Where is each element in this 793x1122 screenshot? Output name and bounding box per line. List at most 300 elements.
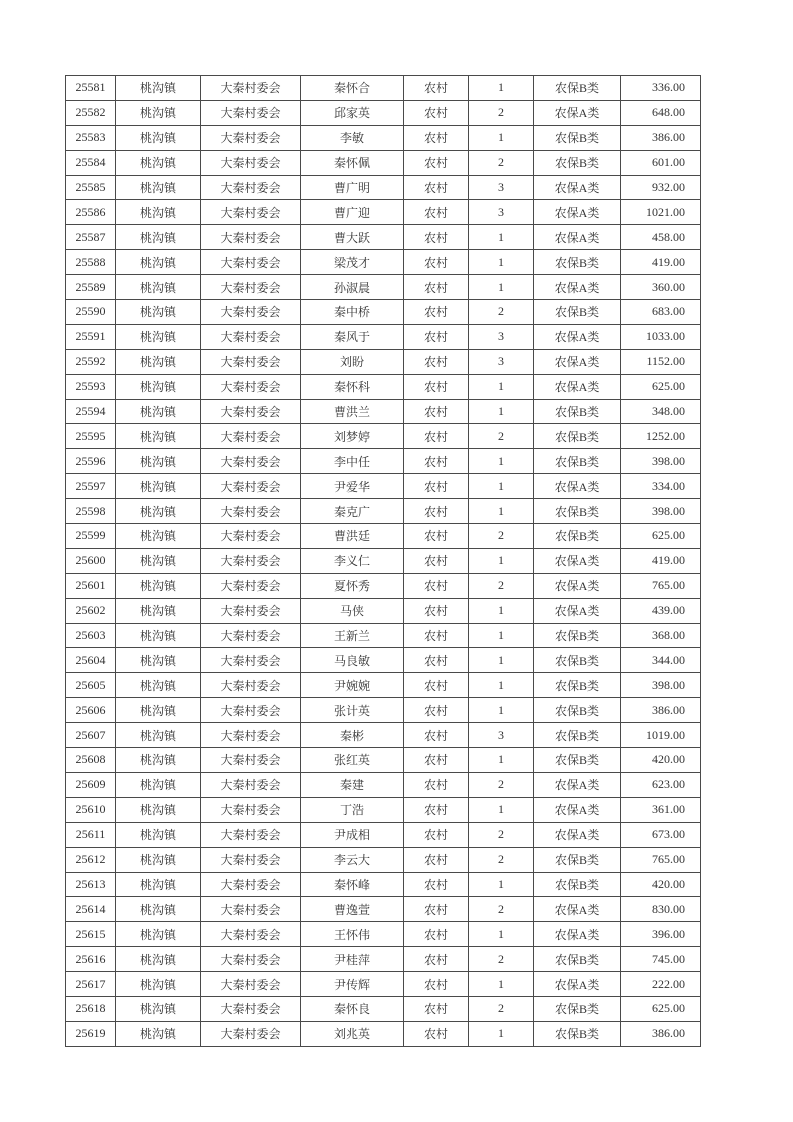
village-committee-cell: 大秦村委会 — [201, 772, 301, 797]
village-committee-cell: 大秦村委会 — [201, 175, 301, 200]
household-type-cell: 农村 — [404, 175, 469, 200]
person-count-cell: 1 — [469, 748, 534, 773]
person-count-cell: 1 — [469, 76, 534, 101]
person-count-cell: 2 — [469, 772, 534, 797]
household-type-cell: 农村 — [404, 275, 469, 300]
person-count-cell: 2 — [469, 947, 534, 972]
table-row — [66, 300, 701, 325]
person-count-cell: 2 — [469, 822, 534, 847]
person-name-cell: 秦克广 — [301, 499, 404, 524]
table-row — [66, 349, 701, 374]
table-row — [66, 1021, 701, 1046]
amount-cell: 1021.00 — [621, 200, 701, 225]
household-type-cell: 农村 — [404, 76, 469, 101]
person-name-cell: 李中任 — [301, 449, 404, 474]
serial-number-cell: 25585 — [66, 175, 116, 200]
village-committee-cell: 大秦村委会 — [201, 324, 301, 349]
village-committee-cell: 大秦村委会 — [201, 598, 301, 623]
person-name-cell: 曹大跃 — [301, 225, 404, 250]
amount-cell: 386.00 — [621, 125, 701, 150]
insurance-category-cell: 农保A类 — [534, 573, 621, 598]
person-name-cell: 尹成相 — [301, 822, 404, 847]
table-row — [66, 573, 701, 598]
amount-cell: 625.00 — [621, 524, 701, 549]
amount-cell: 830.00 — [621, 897, 701, 922]
town-name-cell: 桃沟镇 — [116, 225, 201, 250]
amount-cell: 1252.00 — [621, 424, 701, 449]
insurance-category-cell: 农保A类 — [534, 349, 621, 374]
amount-cell: 439.00 — [621, 598, 701, 623]
village-committee-cell: 大秦村委会 — [201, 474, 301, 499]
insurance-category-cell: 农保B类 — [534, 623, 621, 648]
amount-cell: 765.00 — [621, 573, 701, 598]
household-type-cell: 农村 — [404, 250, 469, 275]
town-name-cell: 桃沟镇 — [116, 424, 201, 449]
person-name-cell: 王怀伟 — [301, 922, 404, 947]
amount-cell: 745.00 — [621, 947, 701, 972]
serial-number-cell: 25594 — [66, 399, 116, 424]
town-name-cell: 桃沟镇 — [116, 76, 201, 101]
household-type-cell: 农村 — [404, 847, 469, 872]
person-name-cell: 张计英 — [301, 698, 404, 723]
table-row — [66, 175, 701, 200]
town-name-cell: 桃沟镇 — [116, 125, 201, 150]
insurance-category-cell: 农保A类 — [534, 797, 621, 822]
person-count-cell: 2 — [469, 897, 534, 922]
serial-number-cell: 25581 — [66, 76, 116, 101]
village-committee-cell: 大秦村委会 — [201, 996, 301, 1021]
serial-number-cell: 25583 — [66, 125, 116, 150]
serial-number-cell: 25589 — [66, 275, 116, 300]
town-name-cell: 桃沟镇 — [116, 349, 201, 374]
person-count-cell: 2 — [469, 424, 534, 449]
serial-number-cell: 25587 — [66, 225, 116, 250]
insurance-category-cell: 农保A类 — [534, 324, 621, 349]
town-name-cell: 桃沟镇 — [116, 275, 201, 300]
village-committee-cell: 大秦村委会 — [201, 573, 301, 598]
town-name-cell: 桃沟镇 — [116, 648, 201, 673]
town-name-cell: 桃沟镇 — [116, 698, 201, 723]
town-name-cell: 桃沟镇 — [116, 175, 201, 200]
person-count-cell: 3 — [469, 175, 534, 200]
person-name-cell: 秦怀科 — [301, 374, 404, 399]
amount-cell: 623.00 — [621, 772, 701, 797]
serial-number-cell: 25604 — [66, 648, 116, 673]
insurance-category-cell: 农保A类 — [534, 548, 621, 573]
person-name-cell: 秦中桥 — [301, 300, 404, 325]
village-committee-cell: 大秦村委会 — [201, 76, 301, 101]
insurance-category-cell: 农保A类 — [534, 225, 621, 250]
village-committee-cell: 大秦村委会 — [201, 723, 301, 748]
serial-number-cell: 25592 — [66, 349, 116, 374]
village-committee-cell: 大秦村委会 — [201, 698, 301, 723]
amount-cell: 1033.00 — [621, 324, 701, 349]
village-committee-cell: 大秦村委会 — [201, 424, 301, 449]
village-committee-cell: 大秦村委会 — [201, 897, 301, 922]
amount-cell: 368.00 — [621, 623, 701, 648]
person-count-cell: 1 — [469, 399, 534, 424]
table-row — [66, 723, 701, 748]
amount-cell: 386.00 — [621, 1021, 701, 1046]
table-row — [66, 150, 701, 175]
household-type-cell: 农村 — [404, 648, 469, 673]
serial-number-cell: 25601 — [66, 573, 116, 598]
village-committee-cell: 大秦村委会 — [201, 349, 301, 374]
serial-number-cell: 25590 — [66, 300, 116, 325]
table-row — [66, 698, 701, 723]
person-name-cell: 秦怀合 — [301, 76, 404, 101]
insurance-category-cell: 农保B类 — [534, 723, 621, 748]
person-count-cell: 1 — [469, 125, 534, 150]
town-name-cell: 桃沟镇 — [116, 399, 201, 424]
village-committee-cell: 大秦村委会 — [201, 548, 301, 573]
table-row — [66, 524, 701, 549]
town-name-cell: 桃沟镇 — [116, 822, 201, 847]
household-type-cell: 农村 — [404, 748, 469, 773]
village-committee-cell: 大秦村委会 — [201, 200, 301, 225]
person-name-cell: 孙淑晨 — [301, 275, 404, 300]
person-count-cell: 1 — [469, 922, 534, 947]
amount-cell: 222.00 — [621, 972, 701, 997]
household-type-cell: 农村 — [404, 225, 469, 250]
serial-number-cell: 25602 — [66, 598, 116, 623]
town-name-cell: 桃沟镇 — [116, 1021, 201, 1046]
town-name-cell: 桃沟镇 — [116, 250, 201, 275]
table-row — [66, 449, 701, 474]
town-name-cell: 桃沟镇 — [116, 474, 201, 499]
town-name-cell: 桃沟镇 — [116, 499, 201, 524]
payment-table — [65, 75, 701, 1047]
amount-cell: 420.00 — [621, 872, 701, 897]
serial-number-cell: 25607 — [66, 723, 116, 748]
household-type-cell: 农村 — [404, 698, 469, 723]
person-count-cell: 3 — [469, 349, 534, 374]
amount-cell: 625.00 — [621, 996, 701, 1021]
serial-number-cell: 25606 — [66, 698, 116, 723]
person-count-cell: 2 — [469, 300, 534, 325]
serial-number-cell: 25609 — [66, 772, 116, 797]
person-name-cell: 秦建 — [301, 772, 404, 797]
amount-cell: 398.00 — [621, 499, 701, 524]
serial-number-cell: 25611 — [66, 822, 116, 847]
table-row — [66, 424, 701, 449]
insurance-category-cell: 农保A类 — [534, 822, 621, 847]
person-name-cell: 刘盼 — [301, 349, 404, 374]
person-count-cell: 1 — [469, 1021, 534, 1046]
serial-number-cell: 25597 — [66, 474, 116, 499]
village-committee-cell: 大秦村委会 — [201, 673, 301, 698]
household-type-cell: 农村 — [404, 424, 469, 449]
town-name-cell: 桃沟镇 — [116, 524, 201, 549]
person-name-cell: 梁茂才 — [301, 250, 404, 275]
person-count-cell: 2 — [469, 150, 534, 175]
household-type-cell: 农村 — [404, 723, 469, 748]
town-name-cell: 桃沟镇 — [116, 922, 201, 947]
person-name-cell: 王新兰 — [301, 623, 404, 648]
town-name-cell: 桃沟镇 — [116, 100, 201, 125]
insurance-category-cell: 农保A类 — [534, 374, 621, 399]
insurance-category-cell: 农保B类 — [534, 996, 621, 1021]
amount-cell: 348.00 — [621, 399, 701, 424]
person-count-cell: 1 — [469, 449, 534, 474]
town-name-cell: 桃沟镇 — [116, 897, 201, 922]
table-row — [66, 673, 701, 698]
table-row — [66, 822, 701, 847]
person-name-cell: 曹逸萱 — [301, 897, 404, 922]
town-name-cell: 桃沟镇 — [116, 847, 201, 872]
town-name-cell: 桃沟镇 — [116, 723, 201, 748]
household-type-cell: 农村 — [404, 150, 469, 175]
town-name-cell: 桃沟镇 — [116, 772, 201, 797]
table-row — [66, 548, 701, 573]
village-committee-cell: 大秦村委会 — [201, 300, 301, 325]
serial-number-cell: 25608 — [66, 748, 116, 773]
person-name-cell: 李义仁 — [301, 548, 404, 573]
table-row — [66, 872, 701, 897]
person-count-cell: 1 — [469, 797, 534, 822]
village-committee-cell: 大秦村委会 — [201, 922, 301, 947]
table-row — [66, 225, 701, 250]
person-name-cell: 曹广迎 — [301, 200, 404, 225]
person-count-cell: 3 — [469, 200, 534, 225]
household-type-cell: 农村 — [404, 200, 469, 225]
person-count-cell: 2 — [469, 847, 534, 872]
serial-number-cell: 25614 — [66, 897, 116, 922]
serial-number-cell: 25619 — [66, 1021, 116, 1046]
table-row — [66, 275, 701, 300]
amount-cell: 765.00 — [621, 847, 701, 872]
town-name-cell: 桃沟镇 — [116, 598, 201, 623]
household-type-cell: 农村 — [404, 399, 469, 424]
person-count-cell: 2 — [469, 524, 534, 549]
serial-number-cell: 25582 — [66, 100, 116, 125]
town-name-cell: 桃沟镇 — [116, 748, 201, 773]
insurance-category-cell: 农保B类 — [534, 1021, 621, 1046]
household-type-cell: 农村 — [404, 797, 469, 822]
insurance-category-cell: 农保A类 — [534, 100, 621, 125]
table-row — [66, 947, 701, 972]
person-name-cell: 夏怀秀 — [301, 573, 404, 598]
insurance-category-cell: 农保B类 — [534, 125, 621, 150]
village-committee-cell: 大秦村委会 — [201, 1021, 301, 1046]
household-type-cell: 农村 — [404, 449, 469, 474]
town-name-cell: 桃沟镇 — [116, 374, 201, 399]
village-committee-cell: 大秦村委会 — [201, 524, 301, 549]
table-row — [66, 374, 701, 399]
insurance-category-cell: 农保B类 — [534, 300, 621, 325]
person-count-cell: 1 — [469, 673, 534, 698]
person-count-cell: 1 — [469, 225, 534, 250]
town-name-cell: 桃沟镇 — [116, 324, 201, 349]
person-count-cell: 1 — [469, 698, 534, 723]
household-type-cell: 农村 — [404, 573, 469, 598]
town-name-cell: 桃沟镇 — [116, 623, 201, 648]
serial-number-cell: 25612 — [66, 847, 116, 872]
person-name-cell: 丁浩 — [301, 797, 404, 822]
table-row — [66, 797, 701, 822]
insurance-category-cell: 农保A类 — [534, 275, 621, 300]
household-type-cell: 农村 — [404, 474, 469, 499]
person-count-cell: 1 — [469, 623, 534, 648]
village-committee-cell: 大秦村委会 — [201, 822, 301, 847]
table-row — [66, 972, 701, 997]
village-committee-cell: 大秦村委会 — [201, 449, 301, 474]
amount-cell: 673.00 — [621, 822, 701, 847]
person-name-cell: 尹桂萍 — [301, 947, 404, 972]
amount-cell: 344.00 — [621, 648, 701, 673]
village-committee-cell: 大秦村委会 — [201, 648, 301, 673]
insurance-category-cell: 农保A类 — [534, 772, 621, 797]
serial-number-cell: 25584 — [66, 150, 116, 175]
town-name-cell: 桃沟镇 — [116, 548, 201, 573]
insurance-category-cell: 农保B类 — [534, 250, 621, 275]
town-name-cell: 桃沟镇 — [116, 972, 201, 997]
household-type-cell: 农村 — [404, 897, 469, 922]
person-count-cell: 1 — [469, 374, 534, 399]
table-row — [66, 772, 701, 797]
insurance-category-cell: 农保B类 — [534, 872, 621, 897]
amount-cell: 419.00 — [621, 250, 701, 275]
person-name-cell: 秦怀良 — [301, 996, 404, 1021]
amount-cell: 1019.00 — [621, 723, 701, 748]
table-row — [66, 200, 701, 225]
village-committee-cell: 大秦村委会 — [201, 623, 301, 648]
person-count-cell: 1 — [469, 548, 534, 573]
person-name-cell: 秦彬 — [301, 723, 404, 748]
household-type-cell: 农村 — [404, 1021, 469, 1046]
person-name-cell: 马良敏 — [301, 648, 404, 673]
person-name-cell: 秦怀峰 — [301, 872, 404, 897]
insurance-category-cell: 农保B类 — [534, 698, 621, 723]
person-name-cell: 秦怀佩 — [301, 150, 404, 175]
table-row — [66, 847, 701, 872]
person-count-cell: 1 — [469, 872, 534, 897]
person-count-cell: 3 — [469, 723, 534, 748]
town-name-cell: 桃沟镇 — [116, 200, 201, 225]
person-count-cell: 1 — [469, 275, 534, 300]
serial-number-cell: 25618 — [66, 996, 116, 1021]
table-row — [66, 598, 701, 623]
village-committee-cell: 大秦村委会 — [201, 947, 301, 972]
amount-cell: 334.00 — [621, 474, 701, 499]
amount-cell: 420.00 — [621, 748, 701, 773]
amount-cell: 336.00 — [621, 76, 701, 101]
serial-number-cell: 25600 — [66, 548, 116, 573]
person-name-cell: 尹爱华 — [301, 474, 404, 499]
village-committee-cell: 大秦村委会 — [201, 797, 301, 822]
person-name-cell: 刘梦婷 — [301, 424, 404, 449]
amount-cell: 360.00 — [621, 275, 701, 300]
amount-cell: 458.00 — [621, 225, 701, 250]
serial-number-cell: 25596 — [66, 449, 116, 474]
insurance-category-cell: 农保A类 — [534, 474, 621, 499]
table-row — [66, 399, 701, 424]
table-row — [66, 324, 701, 349]
person-name-cell: 曹洪廷 — [301, 524, 404, 549]
amount-cell: 683.00 — [621, 300, 701, 325]
household-type-cell: 农村 — [404, 772, 469, 797]
table-row — [66, 996, 701, 1021]
amount-cell: 398.00 — [621, 673, 701, 698]
village-committee-cell: 大秦村委会 — [201, 748, 301, 773]
household-type-cell: 农村 — [404, 623, 469, 648]
person-name-cell: 秦风于 — [301, 324, 404, 349]
serial-number-cell: 25588 — [66, 250, 116, 275]
town-name-cell: 桃沟镇 — [116, 449, 201, 474]
village-committee-cell: 大秦村委会 — [201, 872, 301, 897]
household-type-cell: 农村 — [404, 996, 469, 1021]
insurance-category-cell: 农保A类 — [534, 897, 621, 922]
table-row — [66, 76, 701, 101]
insurance-category-cell: 农保A类 — [534, 200, 621, 225]
serial-number-cell: 25610 — [66, 797, 116, 822]
village-committee-cell: 大秦村委会 — [201, 499, 301, 524]
amount-cell: 396.00 — [621, 922, 701, 947]
household-type-cell: 农村 — [404, 125, 469, 150]
village-committee-cell: 大秦村委会 — [201, 275, 301, 300]
household-type-cell: 农村 — [404, 300, 469, 325]
amount-cell: 932.00 — [621, 175, 701, 200]
person-count-cell: 3 — [469, 324, 534, 349]
serial-number-cell: 25616 — [66, 947, 116, 972]
serial-number-cell: 25598 — [66, 499, 116, 524]
serial-number-cell: 25613 — [66, 872, 116, 897]
village-committee-cell: 大秦村委会 — [201, 250, 301, 275]
village-committee-cell: 大秦村委会 — [201, 225, 301, 250]
household-type-cell: 农村 — [404, 922, 469, 947]
amount-cell: 386.00 — [621, 698, 701, 723]
household-type-cell: 农村 — [404, 374, 469, 399]
town-name-cell: 桃沟镇 — [116, 872, 201, 897]
person-name-cell: 邱家英 — [301, 100, 404, 125]
insurance-category-cell: 农保A类 — [534, 175, 621, 200]
insurance-category-cell: 农保B类 — [534, 499, 621, 524]
household-type-cell: 农村 — [404, 324, 469, 349]
person-count-cell: 1 — [469, 474, 534, 499]
serial-number-cell: 25615 — [66, 922, 116, 947]
household-type-cell: 农村 — [404, 349, 469, 374]
insurance-category-cell: 农保A类 — [534, 972, 621, 997]
village-committee-cell: 大秦村委会 — [201, 972, 301, 997]
household-type-cell: 农村 — [404, 524, 469, 549]
table-body — [66, 76, 701, 1047]
person-count-cell: 2 — [469, 996, 534, 1021]
village-committee-cell: 大秦村委会 — [201, 374, 301, 399]
person-count-cell: 1 — [469, 250, 534, 275]
person-name-cell: 尹婉婉 — [301, 673, 404, 698]
household-type-cell: 农村 — [404, 548, 469, 573]
table-row — [66, 125, 701, 150]
household-type-cell: 农村 — [404, 673, 469, 698]
person-name-cell: 马侠 — [301, 598, 404, 623]
town-name-cell: 桃沟镇 — [116, 150, 201, 175]
amount-cell: 648.00 — [621, 100, 701, 125]
table-row — [66, 648, 701, 673]
person-count-cell: 1 — [469, 598, 534, 623]
person-count-cell: 1 — [469, 499, 534, 524]
serial-number-cell: 25605 — [66, 673, 116, 698]
village-committee-cell: 大秦村委会 — [201, 399, 301, 424]
serial-number-cell: 25591 — [66, 324, 116, 349]
amount-cell: 398.00 — [621, 449, 701, 474]
person-name-cell: 刘兆英 — [301, 1021, 404, 1046]
town-name-cell: 桃沟镇 — [116, 797, 201, 822]
table-row — [66, 474, 701, 499]
person-count-cell: 2 — [469, 573, 534, 598]
insurance-category-cell: 农保B类 — [534, 947, 621, 972]
town-name-cell: 桃沟镇 — [116, 996, 201, 1021]
village-committee-cell: 大秦村委会 — [201, 150, 301, 175]
